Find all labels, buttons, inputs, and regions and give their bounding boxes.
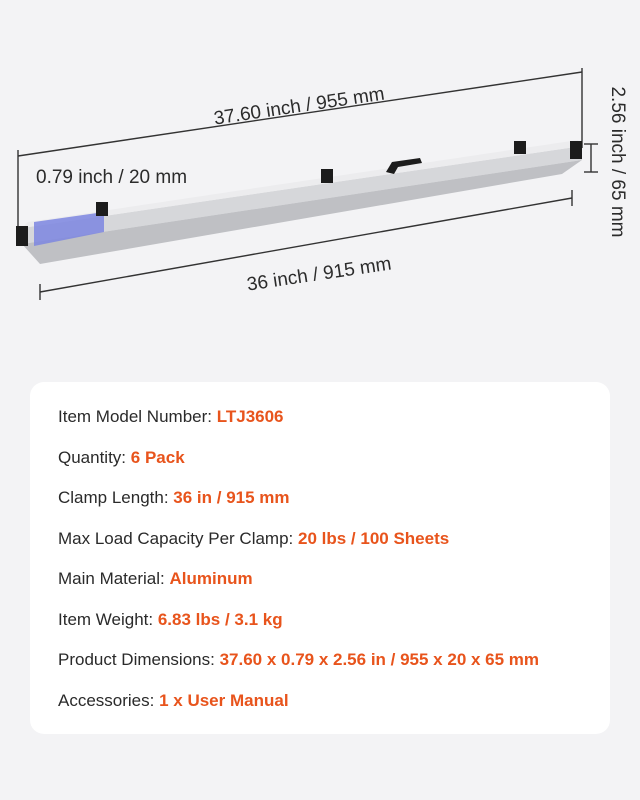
- spec-label: Product Dimensions:: [58, 650, 220, 669]
- spec-value: 6 Pack: [130, 447, 185, 467]
- spec-value: 20 lbs / 100 Sheets: [298, 528, 450, 548]
- spec-row: [58, 447, 539, 488]
- spec-value: 6.83 lbs / 3.1 kg: [157, 609, 283, 629]
- spec-value: Aluminum: [169, 569, 253, 588]
- spec-row: [58, 406, 539, 447]
- spec-value: LTJ3606: [216, 407, 284, 426]
- spec-value: 36 in / 915 mm: [173, 488, 290, 507]
- spec-value: 37.60 x 0.79 x 2.56 in / 955 x 20 x 65 mm: [219, 650, 540, 669]
- spec-row: [58, 609, 539, 650]
- specifications-card: [30, 382, 610, 734]
- spec-label: Item Model Number:: [58, 407, 217, 426]
- spec-row: [58, 568, 539, 609]
- height-dimension: [584, 86, 628, 237]
- spec-row: [58, 528, 539, 569]
- spec-row: [58, 690, 539, 731]
- spec-label: Item Weight:: [58, 609, 158, 629]
- spec-label: Max Load Capacity Per Clamp:: [58, 528, 298, 548]
- spec-label: Quantity:: [58, 447, 131, 467]
- clamp-length-label: 36 inch / 915 mm: [245, 253, 393, 296]
- spec-row: [58, 649, 539, 690]
- product-dimension-diagram: [0, 0, 640, 380]
- spec-label: Accessories:: [58, 690, 160, 710]
- spec-row: [58, 487, 539, 528]
- clamp-bar-image: [16, 140, 582, 264]
- spec-label: Main Material:: [58, 569, 170, 588]
- width-label: 0.79 inch / 20 mm: [36, 167, 188, 188]
- overall-length-label: 37.60 inch / 955 mm: [212, 83, 386, 130]
- spec-value: 1 x User Manual: [159, 690, 289, 710]
- spec-list: [58, 406, 539, 730]
- spec-label: Clamp Length:: [58, 488, 174, 507]
- height-label: 2.56 inch / 65 mm: [607, 86, 628, 238]
